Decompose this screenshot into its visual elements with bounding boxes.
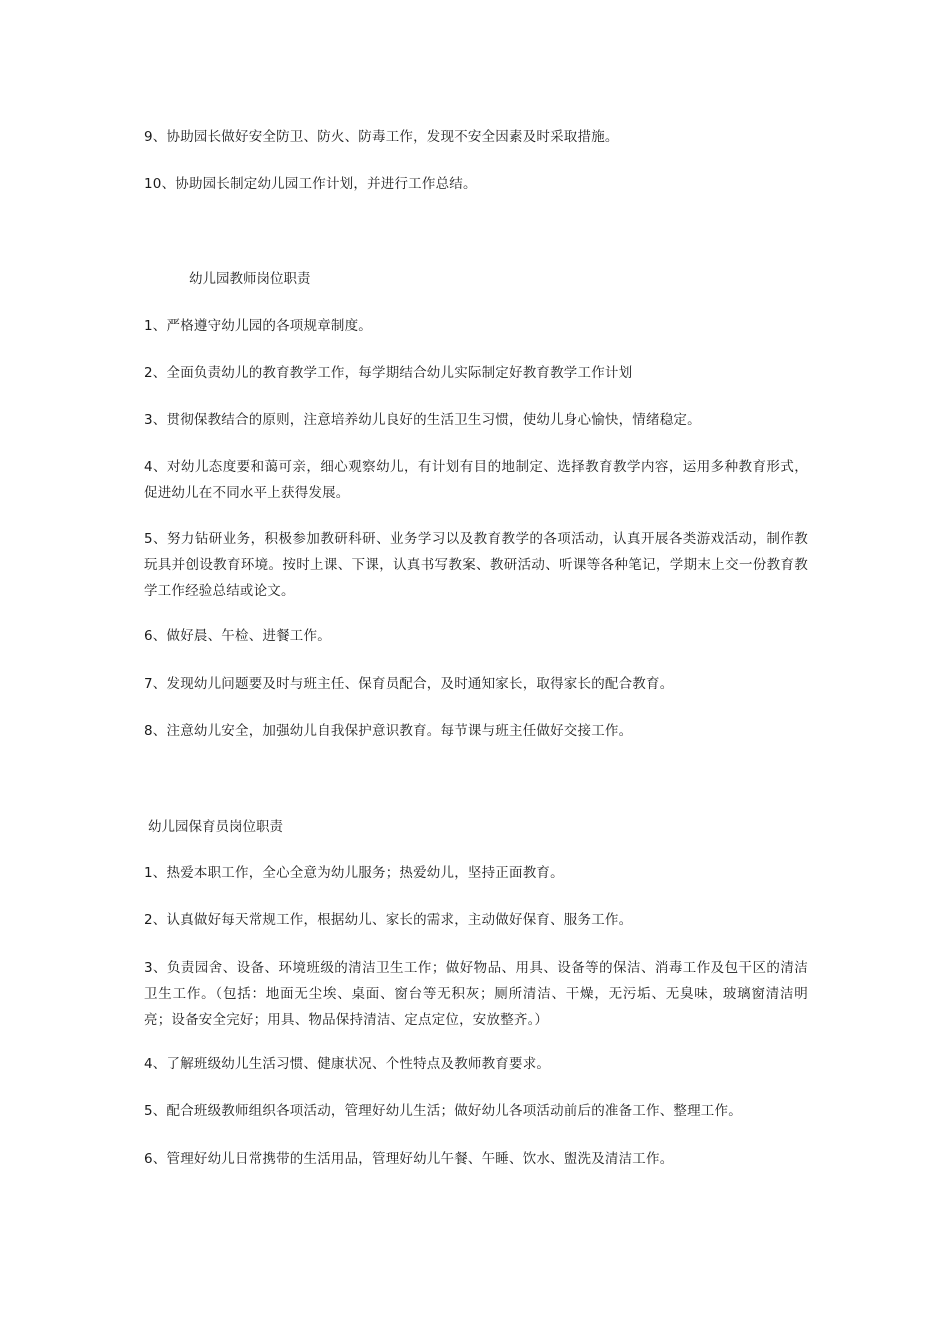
duty-item: 4、对幼儿态度要和蔼可亲，细心观察幼儿，有计划有目的地制定、选择教育教学内容，运用多种教育形式，促进幼儿在不同水平上获得发展。 xyxy=(144,459,808,501)
duty-item: 4、了解班级幼儿生活习惯、健康状况、个性特点及教师教育要求。 xyxy=(144,1056,551,1072)
duty-item: 5、配合班级教师组织各项活动，管理好幼儿生活；做好幼儿各项活动前后的准备工作、整理工作。 xyxy=(144,1103,742,1119)
duty-item: 1、严格遵守幼儿园的各项规章制度。 xyxy=(144,318,372,334)
duty-item: 6、做好晨、午检、进餐工作。 xyxy=(144,628,331,644)
duty-item: 3、负责园舍、设备、环境班级的清洁卫生工作；做好物品、用具、设备等的保洁、消毒工作及包干区的清洁卫生工作。（包括：地面无尘埃、桌面、窗台等无积灰；厕所清洁、干燥，无污垢、无臭味，玻璃窗清洁明亮；设备安全完好；用具、物品保持清洁、定点定位，安放整齐。） xyxy=(144,960,808,1028)
duty-item: 2、全面负责幼儿的教育教学工作，每学期结合幼儿实际制定好教育教学工作计划 xyxy=(144,365,633,381)
duty-item: 9、协助园长做好安全防卫、防火、防毒工作，发现不安全因素及时采取措施。 xyxy=(144,129,619,145)
duty-item: 2、认真做好每天常规工作，根据幼儿、家长的需求，主动做好保育、服务工作。 xyxy=(144,912,633,928)
duty-item: 8、注意幼儿安全，加强幼儿自我保护意识教育。每节课与班主任做好交接工作。 xyxy=(144,723,633,739)
duty-item: 1、热爱本职工作，全心全意为幼儿服务；热爱幼儿，坚持正面教育。 xyxy=(144,865,564,881)
duty-item: 5、努力钻研业务，积极参加教研科研、业务学习以及教育教学的各项活动，认真开展各类游戏活动，制作教玩具并创设教育环境。按时上课、下课，认真书写教案、教研活动、听课等各种笔记，学期末上交一份教育教学工作经验总结或论文。 xyxy=(144,531,808,599)
duty-item: 6、管理好幼儿日常携带的生活用品，管理好幼儿午餐、午睡、饮水、盥洗及清洁工作。 xyxy=(144,1151,674,1167)
duty-item: 10、协助园长制定幼儿园工作计划，并进行工作总结。 xyxy=(144,176,477,192)
section-title-nurse: 幼儿园保育员岗位职责 xyxy=(148,819,283,835)
duty-item: 7、发现幼儿问题要及时与班主任、保育员配合，及时通知家长，取得家长的配合教育。 xyxy=(144,676,674,692)
duty-item: 3、贯彻保教结合的原则，注意培养幼儿良好的生活卫生习惯，使幼儿身心愉快，情绪稳定。 xyxy=(144,412,701,428)
section-title-teacher: 幼儿园教师岗位职责 xyxy=(189,271,311,287)
